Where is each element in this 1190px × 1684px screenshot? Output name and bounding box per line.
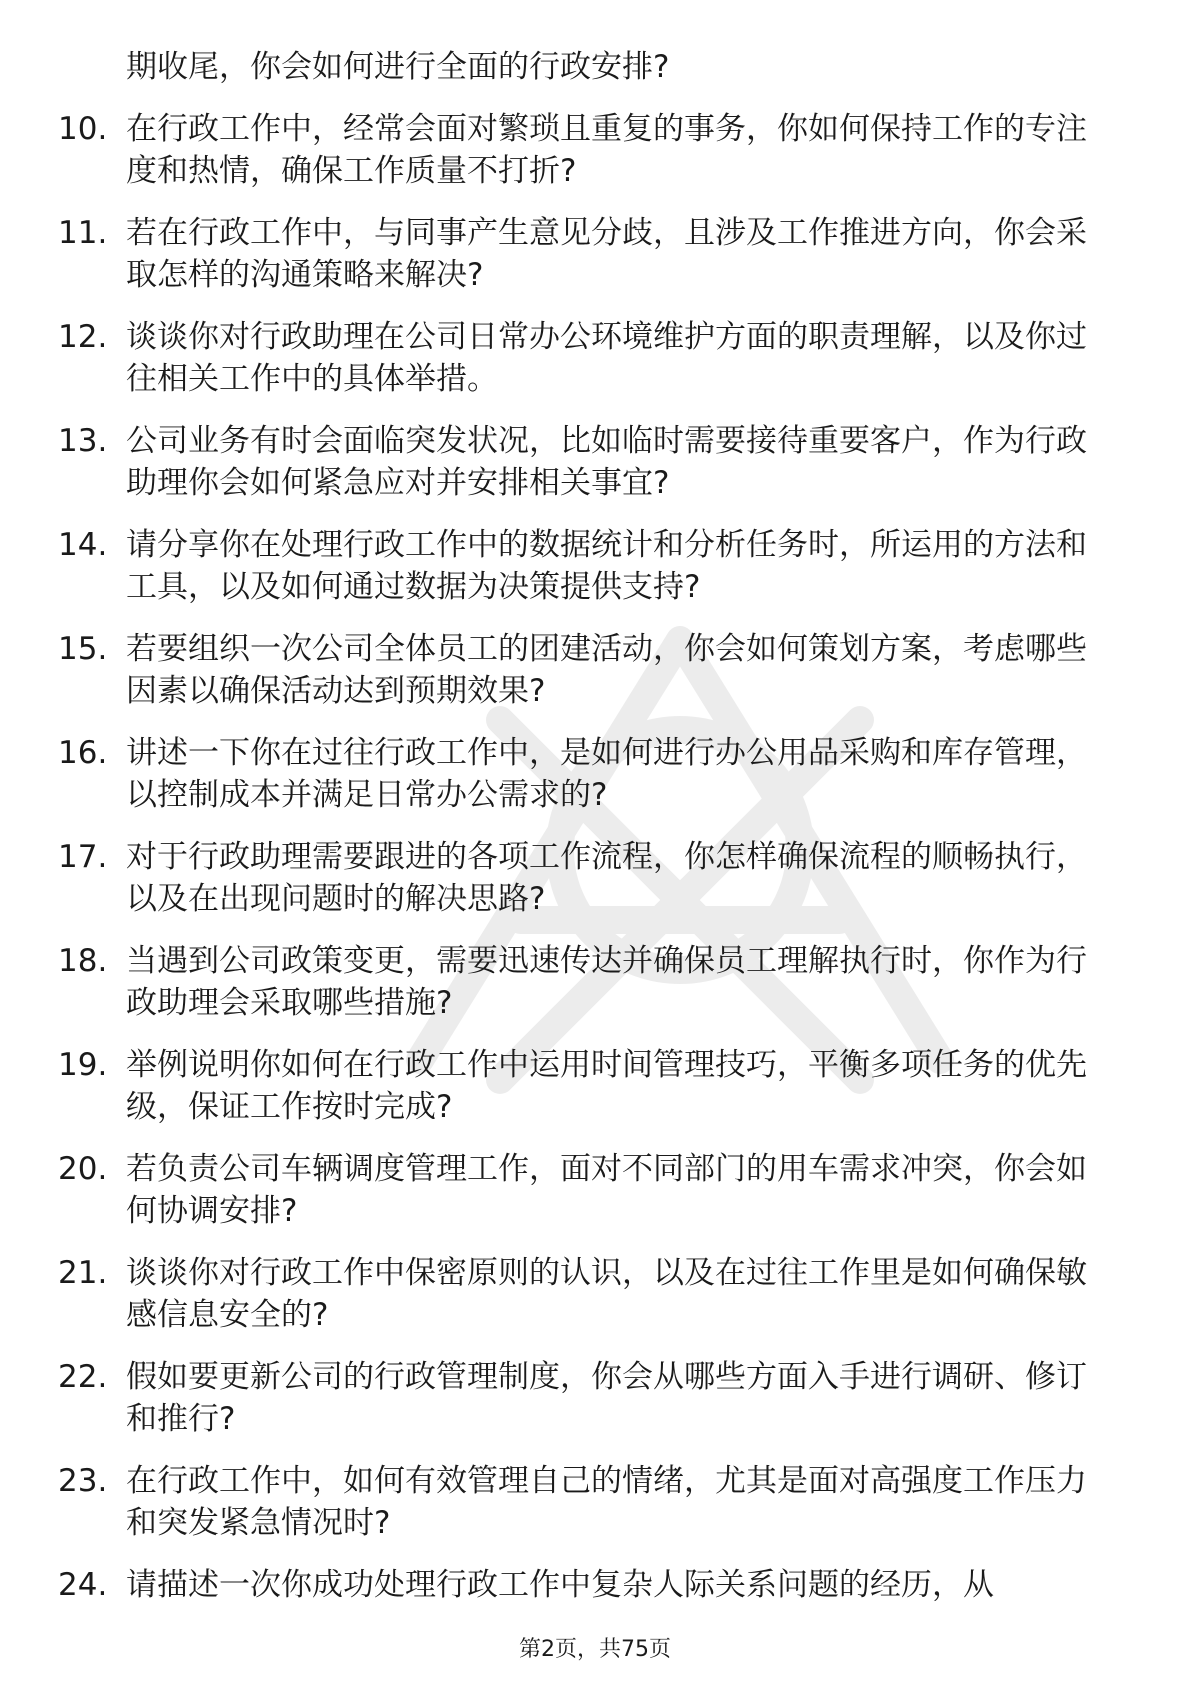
question-number: 13. xyxy=(58,423,108,459)
question-number: 21. xyxy=(58,1255,108,1291)
list-item xyxy=(0,836,1190,920)
list-item xyxy=(0,1460,1190,1544)
question-list xyxy=(0,46,1190,1626)
question-text: 公司业务有时会面临突发状况，比如临时需要接待重要客户，作为行政助理你会如何紧急应对并安排相关事宜? xyxy=(126,423,1087,501)
question-text: 举例说明你如何在行政工作中运用时间管理技巧，平衡多项任务的优先级，保证工作按时完成? xyxy=(126,1047,1087,1125)
question-number: 24. xyxy=(58,1567,108,1603)
question-text: 若负责公司车辆调度管理工作，面对不同部门的用车需求冲突，你会如何协调安排? xyxy=(126,1151,1087,1229)
list-item xyxy=(0,628,1190,712)
question-number: 15. xyxy=(58,631,108,667)
list-item xyxy=(0,940,1190,1024)
question-number: 16. xyxy=(58,735,108,771)
list-item xyxy=(0,1148,1190,1232)
list-item xyxy=(0,524,1190,608)
question-number: 22. xyxy=(58,1359,108,1395)
question-text: 讲述一下你在过往行政工作中，是如何进行办公用品采购和库存管理，以控制成本并满足日常办公需求的? xyxy=(126,735,1087,813)
page-number-footer: 第2页，共75页 xyxy=(519,1637,671,1662)
question-number: 23. xyxy=(58,1463,108,1499)
question-text: 当遇到公司政策变更，需要迅速传达并确保员工理解执行时，你作为行政助理会采取哪些措施? xyxy=(126,943,1087,1021)
question-text: 假如要更新公司的行政管理制度，你会从哪些方面入手进行调研、修订和推行? xyxy=(126,1359,1087,1437)
question-text: 若要组织一次公司全体员工的团建活动，你会如何策划方案，考虑哪些因素以确保活动达到预期效果? xyxy=(126,631,1087,709)
list-item xyxy=(0,1252,1190,1336)
question-number: 14. xyxy=(58,527,108,563)
list-item xyxy=(0,1356,1190,1440)
question-text: 对于行政助理需要跟进的各项工作流程，你怎样确保流程的顺畅执行，以及在出现问题时的解决思路? xyxy=(126,839,1087,917)
question-text: 在行政工作中，如何有效管理自己的情绪，尤其是面对高强度工作压力和突发紧急情况时? xyxy=(126,1463,1087,1541)
list-item xyxy=(0,316,1190,400)
question-number: 19. xyxy=(58,1047,108,1083)
question-text: 在行政工作中，经常会面对繁琐且重复的事务，你如何保持工作的专注度和热情，确保工作质量不打折? xyxy=(126,111,1087,189)
continued-question-text: 期收尾，你会如何进行全面的行政安排? xyxy=(126,49,670,85)
list-item xyxy=(0,420,1190,504)
question-text: 请描述一次你成功处理行政工作中复杂人际关系问题的经历，从 xyxy=(126,1567,994,1603)
question-number: 20. xyxy=(58,1151,108,1187)
question-text: 若在行政工作中，与同事产生意见分歧，且涉及工作推进方向，你会采取怎样的沟通策略来解决? xyxy=(126,215,1087,293)
list-item xyxy=(0,1044,1190,1128)
question-text: 谈谈你对行政助理在公司日常办公环境维护方面的职责理解，以及你过往相关工作中的具体举措。 xyxy=(126,319,1087,397)
question-text: 请分享你在处理行政工作中的数据统计和分析任务时，所运用的方法和工具，以及如何通过数据为决策提供支持? xyxy=(126,527,1087,605)
question-number: 12. xyxy=(58,319,108,355)
question-number: 11. xyxy=(58,215,108,251)
list-item xyxy=(0,212,1190,296)
list-item xyxy=(0,732,1190,816)
question-number: 10. xyxy=(58,111,108,147)
question-text: 谈谈你对行政工作中保密原则的认识，以及在过往工作里是如何确保敏感信息安全的? xyxy=(126,1255,1087,1333)
question-number: 17. xyxy=(58,839,108,875)
question-number: 18. xyxy=(58,943,108,979)
list-item xyxy=(0,108,1190,192)
list-item xyxy=(0,1564,1190,1606)
